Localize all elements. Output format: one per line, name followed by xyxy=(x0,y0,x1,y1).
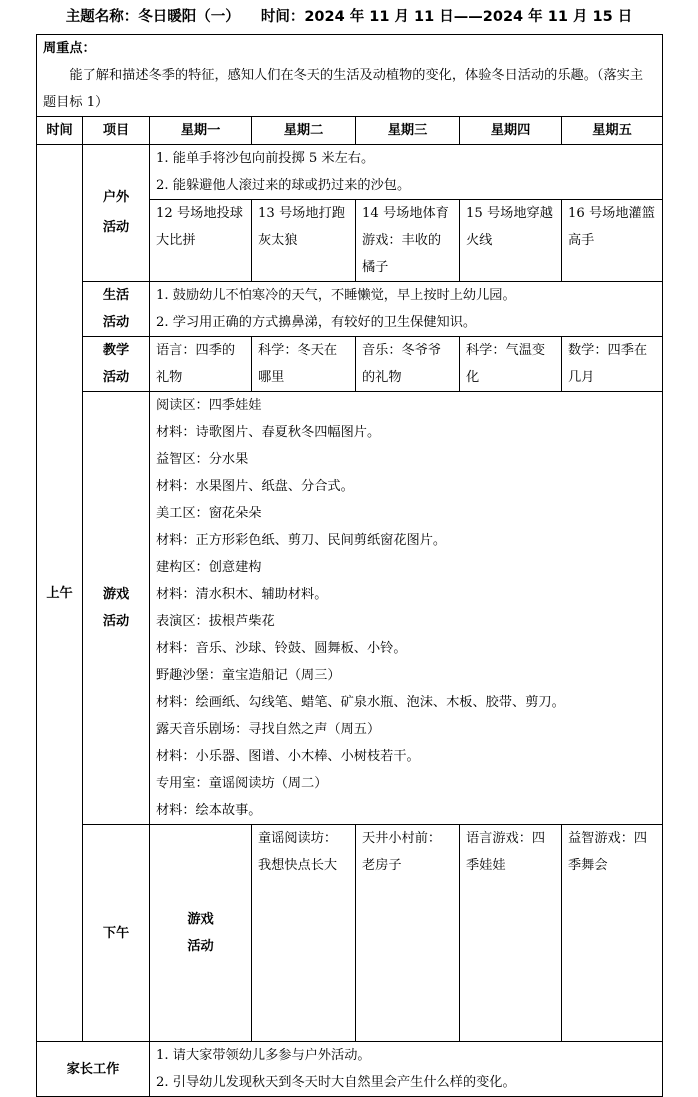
teaching-day-5-text: 数学：四季在几月 xyxy=(568,343,648,385)
week-focus-row xyxy=(37,35,663,117)
teaching-day-3-text: 音乐：冬爷爷的礼物 xyxy=(362,343,442,385)
life-line-2: 2. 学习用正确的方式擤鼻涕，有较好的卫生保健知识。 xyxy=(156,315,477,330)
outdoor-label xyxy=(83,145,150,282)
afternoon-day-2 xyxy=(356,825,460,1042)
game-line: 野趣沙堡：童宝造船记（周三） xyxy=(156,668,341,683)
outdoor-goals-cell xyxy=(150,145,663,200)
game-line: 阅读区：四季娃娃 xyxy=(156,398,262,413)
afternoon-game-label xyxy=(150,825,252,1042)
morning-label: 上午 xyxy=(37,145,83,1042)
afternoon-day-1-text: 童谣阅读坊：我想快点长大 xyxy=(258,831,338,873)
afternoon-day-3-text: 语言游戏：四季娃娃 xyxy=(466,831,546,873)
teaching-label xyxy=(83,337,150,392)
morning-game-label-text: 游戏活动 xyxy=(102,587,130,629)
teaching-day-1 xyxy=(150,337,252,392)
morning-game-label xyxy=(83,392,150,825)
col-day-1-header: 星期一 xyxy=(150,117,252,145)
outdoor-label-text: 户外活动 xyxy=(102,190,130,235)
teaching-day-2 xyxy=(252,337,356,392)
teaching-row xyxy=(37,337,663,392)
header-row xyxy=(37,117,663,145)
outdoor-goals-row xyxy=(37,145,663,200)
col-day-4-header: 星期四 xyxy=(460,117,562,145)
afternoon-day-2-text: 天井小村前：老房子 xyxy=(362,831,442,873)
week-focus-cell xyxy=(37,35,663,117)
morning-game-cell xyxy=(150,392,663,825)
life-label xyxy=(83,282,150,337)
teaching-day-1-text: 语言：四季的礼物 xyxy=(156,343,236,385)
game-line: 露天音乐剧场：寻找自然之声（周五） xyxy=(156,722,381,737)
game-line: 表演区：拔根芦柴花 xyxy=(156,614,275,629)
outdoor-goal-1: 1. 能单手将沙包向前投掷 5 米左右。 xyxy=(156,151,375,166)
afternoon-day-1 xyxy=(252,825,356,1042)
game-line: 材料：绘本故事。 xyxy=(156,803,262,818)
col-time-header: 时间 xyxy=(37,117,83,145)
outdoor-goal-2: 2. 能躲避他人滚过来的球或扔过来的沙包。 xyxy=(156,178,411,193)
life-line-1: 1. 鼓励幼儿不怕寒冷的天气，不睡懒觉，早上按时上幼儿园。 xyxy=(156,288,516,303)
game-line: 美工区：窗花朵朵 xyxy=(156,506,262,521)
life-cell xyxy=(150,282,663,337)
teaching-day-5 xyxy=(562,337,663,392)
afternoon-day-3 xyxy=(460,825,562,1042)
col-day-2-header: 星期二 xyxy=(252,117,356,145)
document-title xyxy=(0,4,698,30)
afternoon-day-4-text: 益智游戏：四季舞会 xyxy=(568,831,648,873)
outdoor-day-2-text: 13 号场地打跑灰太狼 xyxy=(258,206,345,248)
theme-name: 主题名称：冬日暖阳（一） xyxy=(65,9,240,25)
afternoon-label: 下午 xyxy=(83,825,150,1042)
outdoor-day-3 xyxy=(356,200,460,282)
life-label-text: 生活活动 xyxy=(102,288,130,330)
parents-line-1: 1. 请大家带领幼儿多参与户外活动。 xyxy=(156,1048,371,1063)
game-line: 益智区：分水果 xyxy=(156,452,249,467)
weekly-plan-table xyxy=(36,34,663,1097)
afternoon-day-4 xyxy=(562,825,663,1042)
teaching-day-4-text: 科学：气温变化 xyxy=(466,343,546,385)
week-focus-label: 周重点： xyxy=(43,41,96,56)
game-line: 材料：绘画纸、勾线笔、蜡笔、矿泉水瓶、泡沫、木板、胶带、剪刀。 xyxy=(156,695,565,710)
game-line: 材料：小乐器、图谱、小木棒、小树枝若干。 xyxy=(156,749,420,764)
outdoor-day-4 xyxy=(460,200,562,282)
parents-line-2: 2. 引导幼儿发现秋天到冬天时大自然里会产生什么样的变化。 xyxy=(156,1075,516,1090)
col-day-3-header: 星期三 xyxy=(356,117,460,145)
teaching-label-text: 教学活动 xyxy=(102,343,130,385)
game-line: 材料：正方形彩色纸、剪刀、民间剪纸窗花图片。 xyxy=(156,533,447,548)
morning-game-row xyxy=(37,392,663,825)
game-line: 专用室：童谣阅读坊（周二） xyxy=(156,776,328,791)
afternoon-row xyxy=(37,825,663,1042)
game-line: 材料：水果图片、纸盘、分合式。 xyxy=(156,479,354,494)
afternoon-game-label-text: 游戏活动 xyxy=(187,912,214,954)
parents-cell xyxy=(150,1042,663,1097)
outdoor-day-1 xyxy=(150,200,252,282)
teaching-day-4 xyxy=(460,337,562,392)
life-row xyxy=(37,282,663,337)
outdoor-day-1-text: 12 号场地投球大比拼 xyxy=(156,206,243,248)
outdoor-day-4-text: 15 号场地穿越火线 xyxy=(466,206,553,248)
week-focus-text: 能了解和描述冬季的特征，感知人们在冬天的生活及动植物的变化，体验冬日活动的乐趣。（落实主题目标 1） xyxy=(43,68,644,110)
col-item-header: 项目 xyxy=(83,117,150,145)
game-line: 材料：清水积木、辅助材料。 xyxy=(156,587,328,602)
game-line: 建构区：创意建构 xyxy=(156,560,262,575)
date-range: 时间：2024 年 11 月 11 日——2024 年 11 月 15 日 xyxy=(260,9,633,25)
parents-row xyxy=(37,1042,663,1097)
outdoor-day-5 xyxy=(562,200,663,282)
teaching-day-2-text: 科学：冬天在哪里 xyxy=(258,343,338,385)
game-line: 材料：音乐、沙球、铃鼓、圆舞板、小铃。 xyxy=(156,641,407,656)
teaching-day-3 xyxy=(356,337,460,392)
outdoor-day-3-text: 14 号场地体育游戏：丰收的橘子 xyxy=(362,206,449,275)
game-line: 材料：诗歌图片、春夏秋冬四幅图片。 xyxy=(156,425,381,440)
parents-label: 家长工作 xyxy=(37,1042,150,1097)
col-day-5-header: 星期五 xyxy=(562,117,663,145)
outdoor-day-5-text: 16 号场地灌篮高手 xyxy=(568,206,655,248)
outdoor-day-2 xyxy=(252,200,356,282)
